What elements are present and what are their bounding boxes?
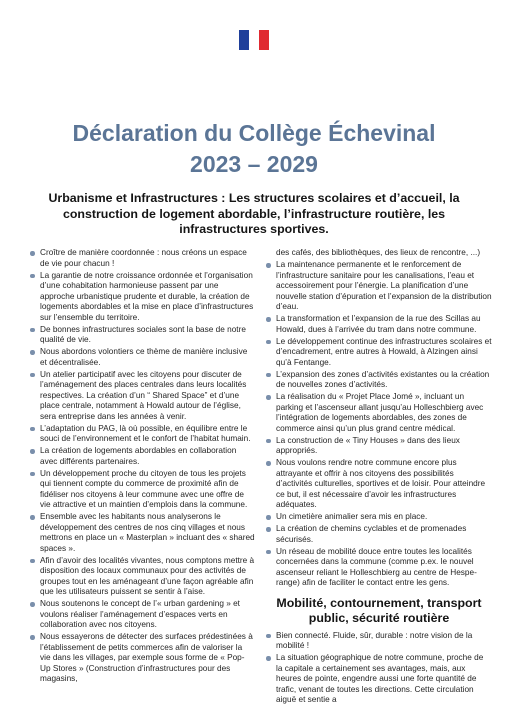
bullet-icon (30, 559, 35, 564)
list-item (266, 524, 492, 545)
right-column (266, 248, 492, 707)
list-item (30, 248, 255, 269)
bullet-icon (266, 395, 271, 400)
list-item (266, 337, 492, 369)
list-item (30, 469, 255, 511)
bullet-icon (30, 251, 35, 256)
list-item-text: Ensemble avec les habitants nous analyserons le développement des centres de nos cinq villages et nous mettrons en place un « Masterplan » incluant des « shared spaces ». (40, 512, 255, 553)
list-item-text: De bonnes infrastructures sociales sont la base de notre qualité de vie. (40, 324, 246, 344)
flag-white-stripe (249, 30, 259, 50)
list-item (266, 653, 492, 706)
section2-list (266, 631, 492, 706)
bullet-icon (30, 274, 35, 279)
list-item-text: Le développement continue des infrastructures scolaires et d’encadrement, entre autres à Howald, à Alzingen ainsi qu’à Fentange. (276, 336, 492, 367)
list-item-text: Bien connecté. Fluide, sûr, durable : notre vision de la mobilité ! (276, 630, 473, 650)
list-item-text: L’expansion des zones d’activités existantes ou la création de nouvelles zones d’activités. (276, 369, 490, 389)
list-item (30, 632, 255, 685)
list-item-text: L’adaptation du PAG, là où possible, en équilibre entre le souci de l’environnement et le confort de l’habitat humain. (40, 423, 251, 443)
page-title-line2: 2023 – 2029 (190, 151, 318, 177)
list-item-continuation: des cafés, des bibliothèques, des lieux de rencontre, ...) (276, 248, 481, 257)
flag-blue-stripe (239, 30, 249, 50)
list-item-text: La réalisation du « Projet Place Jomé », incluant un parking et l’ascenseur allant jusqu’au Holleschbierg avec l’intégration de logements abordables, des zones de commerce ainsi qu’un plus grand centre médical. (276, 392, 484, 433)
list-item (30, 446, 255, 467)
list-item-text: La maintenance permanente et le renforcement de l’infrastructure sanitaire pour les canalisations, l’eau et accessoirement pour l’énergie. La planification d’une nouvelle station d’épuration et l’expansion de la distribution d’eau. (276, 260, 492, 311)
list-item (266, 370, 492, 391)
list-item-text: Croître de manière coordonnée : nous créons un espace de vie pour chacun ! (40, 248, 247, 268)
list-item-text: La transformation et l’expansion de la rue des Scillas au Howald, dues à l’arrivée du tram dans notre commune. (276, 314, 481, 334)
bullet-icon (30, 635, 35, 640)
list-item-text: La création de chemins cyclables et de promenades sécurisés. (276, 524, 467, 544)
list-item (30, 424, 255, 445)
section-heading: Mobilité, contournement, transport public, sécurité routière (276, 595, 482, 625)
list-item-text: La création de logements abordables en collaboration avec différents partenaires. (40, 446, 237, 466)
list-item (266, 512, 492, 523)
french-flag-icon (239, 30, 269, 50)
list-item (266, 314, 492, 335)
bullet-icon (266, 527, 271, 532)
bullet-icon (30, 427, 35, 432)
bullet-icon (266, 550, 271, 555)
bullet-icon (30, 373, 35, 378)
list-item (30, 599, 255, 631)
list-item-text: Un développement proche du citoyen de tous les projets qui tiennent compte du commerce de proximité afin de fidéliser nos citoyens à leur commune avec une offre de vie attractive et un maintien d’emplois dans la commune. (40, 468, 248, 509)
bullet-icon (30, 602, 35, 607)
list-item-text: Un atelier participatif avec les citoyens pour discuter de l’aménagement des places centrales dans leurs localités respectives. La création d’un “ Shared Space” et d’une place centrale, notamment à Howald autour de l’église, sera entreprise dans les années à venir. (40, 369, 247, 421)
bullet-icon (266, 656, 271, 661)
list-item-text: La situation géographique de notre commune, proche de la capitale a certainement ses avantages, mais, aux heures de pointe, engendre aussi une forte quantité de trafic, venant de toutes les directions. Cette circulation aiguë et sentie a (276, 653, 484, 704)
bullet-icon (266, 340, 271, 345)
list-item (30, 370, 255, 423)
list-item (266, 547, 492, 589)
list-item-text: Nous voulons rendre notre commune encore plus attrayante et offrir à nos citoyens des possibilités d’activités culturelles, sportives et de loisir. Pour atteindre ce but, il est nécessaire d’avoir les infrastructures adéquates. (276, 458, 486, 509)
list-item (266, 458, 492, 511)
list-item-text: Nous abordons volontiers ce thème de manière inclusive et décentralisée. (40, 347, 248, 367)
list-item (30, 556, 255, 598)
bullet-icon (266, 515, 271, 520)
list-item-text: La construction de « Tiny Houses » dans des lieux appropriés. (276, 435, 460, 455)
list-item-text: Un réseau de mobilité douce entre toutes les localités concernées dans la commune (comme p.ex. le nouvel ascenseur reliant le Holleschbierg au centre de Hespe-range) afin de faciliter le contact entre les gens. (276, 546, 477, 587)
left-column (30, 248, 255, 686)
list-item (30, 325, 255, 346)
section-subtitle: Urbanisme et Infrastructures : Les structures scolaires et d’accueil, la construction de logement abordable, l’infrastructure routière, les infrastructures sportives. (48, 191, 460, 236)
list-item (30, 271, 255, 324)
bullet-icon (30, 472, 35, 477)
list-item (266, 260, 492, 313)
list-item (266, 631, 492, 652)
list-item-text: Nous essayerons de détecter des surfaces prédestinées à l’établissement de petits commerces afin de valoriser la vie dans les villages, par exemple sous forme de « Pop-Up Stores » (Construction d’infrastructures pour des magasins, (40, 632, 253, 683)
bullet-icon (266, 439, 271, 444)
list-item (30, 512, 255, 554)
right-list (266, 260, 492, 589)
bullet-icon (30, 449, 35, 454)
flag-red-stripe (259, 30, 269, 50)
bullet-icon (266, 634, 271, 639)
list-item-text: Nous soutenons le concept de l’« urban gardening » et voulons réaliser l’aménagement d’espaces verts en collaboration avec nos citoyens. (40, 599, 240, 629)
list-item-text: Afin d’avoir des localités vivantes, nous comptons mettre à disposition des locaux communaux pour des activités de groupes tout en les aménageant d’une façon agréable afin que les utilisateurs puissent se sentir à l’aise. (40, 555, 255, 596)
list-item-text: Un cimetière animalier sera mis en place. (276, 512, 428, 521)
page-title-line1: Déclaration du Collège Échevinal (72, 120, 436, 146)
list-item (30, 347, 255, 368)
bullet-icon (266, 461, 271, 466)
bullet-icon (266, 373, 271, 378)
list-item (266, 436, 492, 457)
page-title (0, 118, 508, 180)
bullet-icon (30, 328, 35, 333)
bullet-icon (266, 317, 271, 322)
bullet-icon (30, 515, 35, 520)
list-item (266, 392, 492, 434)
bullet-icon (30, 350, 35, 355)
bullet-icon (266, 263, 271, 268)
list-item-text: La garantie de notre croissance ordonnée et l’organisation d’une cohabitation harmonieuse passent par une approche urbanistique prudente et durable, la création de logements abordables et la mise en place d’infrastructures sur l’ensemble du territoire. (40, 270, 254, 322)
